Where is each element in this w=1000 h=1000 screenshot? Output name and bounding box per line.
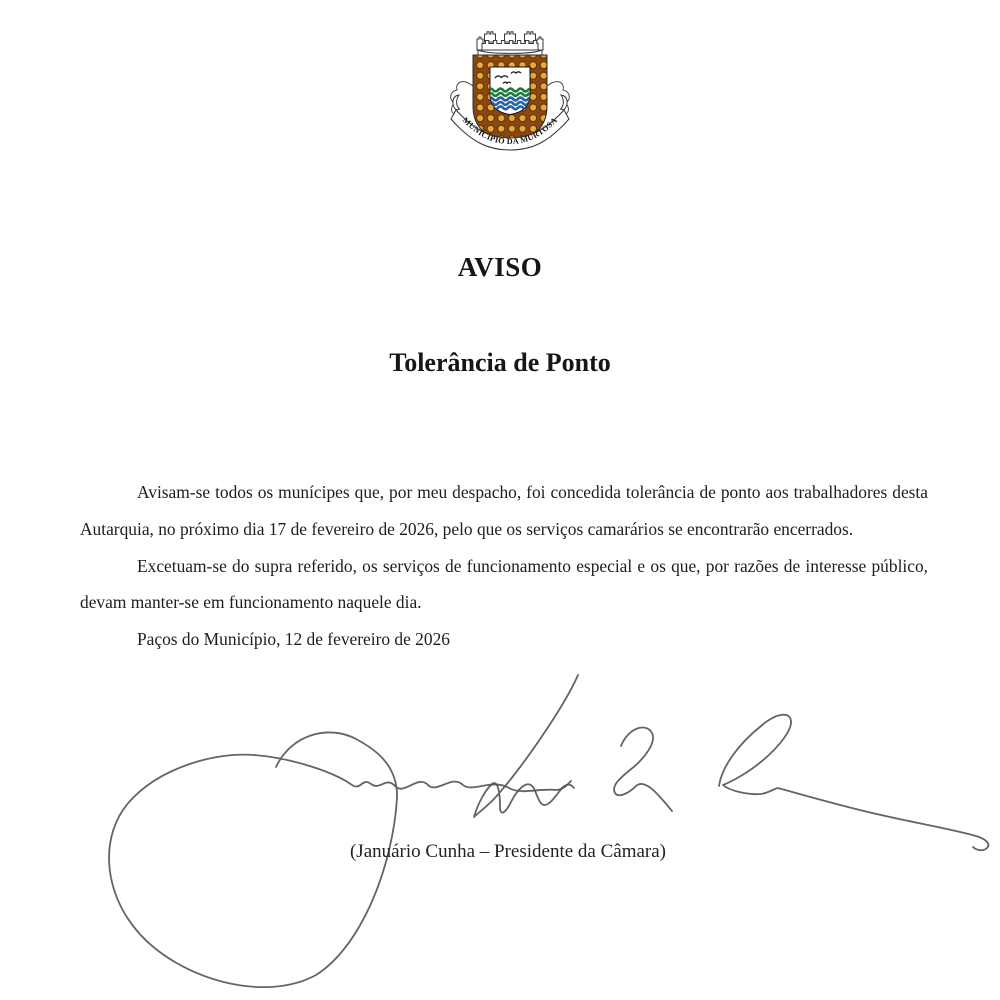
crest-banner-text: MUNICÍPIO DA MURTOSA <box>460 115 560 147</box>
signature-stroke-s <box>614 727 672 811</box>
body-paragraph-1: Avisam-se todos os munícipes que, por meu despacho, foi concedida tolerância de ponto aos trabalhadores desta Autarquia, no próximo dia 17 de fevereiro de 2026, pelo que os serviços camarários se encontrarão encerrados. <box>80 482 928 539</box>
notice-body <box>80 474 928 658</box>
notice-subtitle: Tolerância de Ponto <box>389 348 611 377</box>
handwritten-signature <box>0 665 1000 1000</box>
signature-stroke-tall <box>474 675 578 817</box>
dateline: Paços do Município, 12 de fevereiro de 2026 <box>137 629 450 650</box>
mural-crown-icon <box>477 32 543 59</box>
coat-of-arms-icon <box>443 28 577 166</box>
body-paragraph-2: Excetuam-se do supra referido, os serviços de funcionamento especial e os que, por razões de interesse público, devam manter-se em funcionamento naquele dia. <box>80 555 928 613</box>
municipal-coat-of-arms <box>443 28 577 166</box>
signature-stroke-loop-tail <box>719 715 988 851</box>
notice-title: AVISO <box>457 252 543 282</box>
signature-caption: (Januário Cunha – Presidente da Câmara) <box>349 841 667 862</box>
